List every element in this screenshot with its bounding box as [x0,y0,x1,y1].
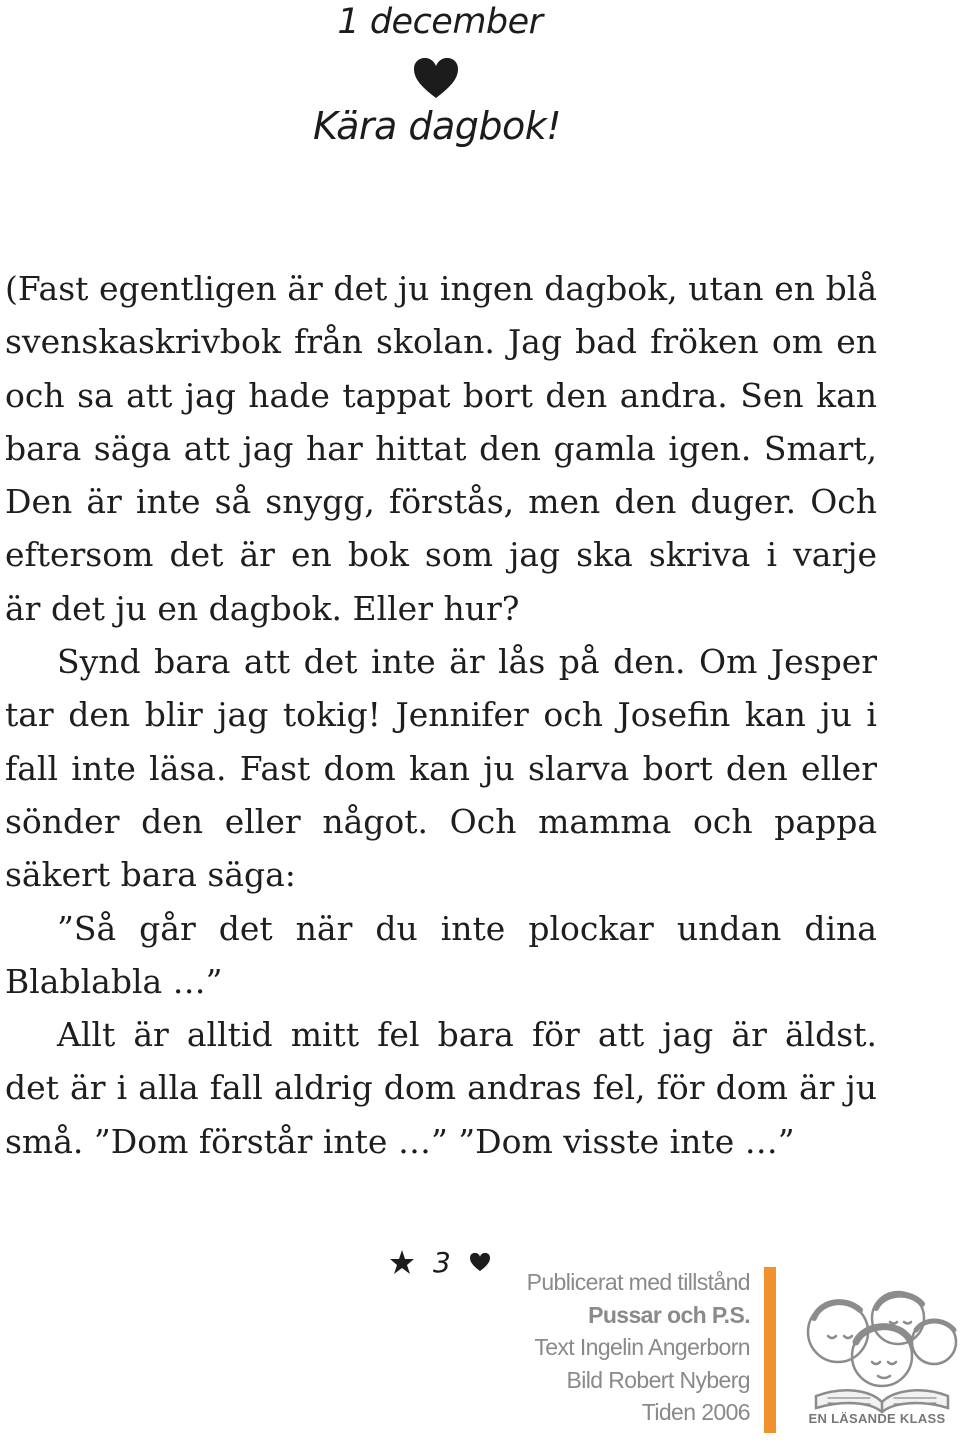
body-line: fall inte läsa. Fast dom kan ju slarva bort den eller [5,748,877,788]
credit-permission: Publicerat med tillstånd [526,1269,750,1295]
heart-icon [412,56,460,100]
page-number: 3 [433,1245,451,1279]
body-line: små. ”Dom förstår inte …” ”Dom visste inte …” [5,1121,795,1161]
credit-book-title: Pussar och P.S. [588,1301,750,1328]
body-line: tar den blir jag tokig! Jennifer och Josefin kan ju i [5,695,877,735]
publication-credit [527,1266,750,1429]
body-line: ”Så går det när du inte plockar undan dina [57,908,877,948]
body-line: är det ju en dagbok. Eller hur? [5,588,520,628]
entry-greeting: Kära dagbok! [313,104,561,148]
body-line: Synd bara att det inte är lås på den. Om Jesper [57,642,877,682]
body-line: sönder den eller något. Och mamma och pappa [5,801,877,841]
body-line: det är i alla fall aldrig dom andras fel, för dom är ju [5,1068,877,1108]
page-number-group [389,1244,491,1280]
logo-text: EN LÄSANDE KLASS [808,1411,946,1426]
credit-text-author: Text Ingelin Angerborn [534,1334,750,1360]
accent-bar [764,1267,776,1433]
body-line: Allt är alltid mitt fel bara för att jag är äldst. [57,1015,877,1055]
body-line: (Fast egentligen är det ju ingen dagbok, utan en blå [5,269,877,308]
body-line: eftersom det är en bok som jag ska skriva i varje [5,535,877,575]
body-line: Blablabla …” [5,961,223,1001]
body-line: Den är inte så snygg, förstås, men den duger. Och [5,482,877,522]
entry-date: 1 december [337,2,543,42]
body-line: bara säga att jag har hittat den gamla igen. Smart, [5,428,877,468]
diary-body [5,262,877,1168]
heart-icon [469,1252,491,1272]
body-line: säkert bara säga: [5,855,296,895]
credit-publisher: Tiden 2006 [641,1399,750,1425]
body-line: svenskaskrivbok från skolan. Jag bad fröken om en [5,322,877,362]
star-icon [389,1249,415,1275]
body-line: och sa att jag hade tappat bort den andra. Sen kan [5,375,877,415]
credit-illustrator: Bild Robert Nyberg [566,1366,750,1393]
